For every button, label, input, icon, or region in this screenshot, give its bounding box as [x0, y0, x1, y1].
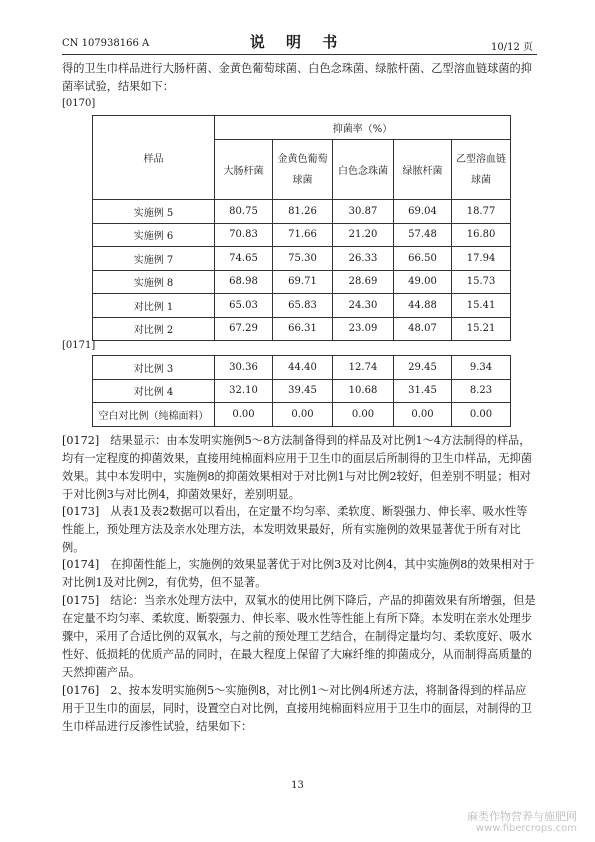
paragraph-number-0170: [0170] [62, 98, 96, 109]
table-cell: 80.75 [215, 200, 273, 224]
table-cell: 32.10 [215, 379, 273, 403]
table-cell: 70.83 [215, 223, 273, 247]
watermark-url: www.fibercrops.com [475, 823, 577, 834]
paragraph-0175: [0175] 结论：当亲水处理方法中，双氧水的使用比例下降后，产品的抑菌效果有所增强，但是在定量不均匀率、柔软度、断裂强力、伸长率、吸水性等性能上有所下降。本发明在亲水处理步骤中，采用了合适比例的双氧水，与之前的预处理工艺结合，在制得定量均匀、柔软度好、吸水性好、低损耗的优质产品的同时，在最大程度上保留了大麻纤维的抑菌成分，从而制得高质量的天然抑菌产品。 [62, 594, 536, 679]
table-cell: 71.66 [273, 223, 333, 247]
table-row [93, 294, 511, 318]
column-header: 乙型溶血链球菌 [452, 140, 511, 200]
table-cell: 17.94 [452, 247, 511, 271]
table-cell: 69.71 [273, 270, 333, 294]
table-cell: 69.04 [394, 200, 452, 224]
column-header: 金黄色葡萄球菌 [273, 140, 333, 200]
table-cell: 0.00 [333, 403, 394, 427]
sample-header: 样品 [93, 116, 215, 200]
table-cell: 67.29 [215, 317, 273, 341]
table-cell: 74.65 [215, 247, 273, 271]
paragraph-0172: [0172] 结果显示：由本发明实施例5～8方法制备得到的样品及对比例1～4方法制得的样品，均有一定程度的抑菌效果，直接用纯棉面料应用于卫生巾的面层后所制得的卫生巾样品，无抑菌效果。其中本发明中，实施例8的抑菌效果相对于对比例1与对比例2较好，但差别不明显；相对于对比例3与对比例4，抑菌效果好，差别明显。 [62, 434, 532, 501]
table-cell: 81.26 [273, 200, 333, 224]
table-row [93, 247, 511, 271]
header-divider [62, 54, 537, 55]
table-cell: 15.41 [452, 294, 511, 318]
table-cell: 26.33 [333, 247, 394, 271]
table-row [93, 270, 511, 294]
column-header: 大肠杆菌 [215, 140, 273, 200]
table-cell: 49.00 [394, 270, 452, 294]
table-cell: 21.20 [333, 223, 394, 247]
document-number: CN 107938166 A [62, 38, 150, 49]
table-cell: 16.80 [452, 223, 511, 247]
table-cell: 44.40 [273, 356, 333, 380]
table-row [93, 317, 511, 341]
row-label: 实施例 6 [93, 223, 215, 247]
table-cell: 65.03 [215, 294, 273, 318]
paragraph-number-0171: [0171] [62, 340, 96, 351]
table-row [93, 223, 511, 247]
rate-header: 抑菌率（%） [215, 116, 511, 140]
table-cell: 68.98 [215, 270, 273, 294]
table-cell: 8.23 [452, 379, 511, 403]
row-label: 对比例 3 [93, 356, 215, 380]
table-cell: 65.83 [273, 294, 333, 318]
table-cell: 24.30 [333, 294, 394, 318]
table-cell: 30.36 [215, 356, 273, 380]
table-cell: 10.68 [333, 379, 394, 403]
paragraph-0174: [0174] 在抑菌性能上，实施例的效果显著优于对比例3及对比例4，其中实施例8的效果相对于对比例1及对比例2，有优势，但不显著。 [62, 558, 535, 589]
column-header: 白色念珠菌 [333, 140, 394, 200]
table-cell: 18.77 [452, 200, 511, 224]
page-indicator: 10/12 页 [491, 42, 533, 53]
column-header: 绿脓杆菌 [394, 140, 452, 200]
table-cell: 9.34 [452, 356, 511, 380]
table-cell: 28.69 [333, 270, 394, 294]
table-cell: 66.50 [394, 247, 452, 271]
row-label: 实施例 5 [93, 200, 215, 224]
paragraph-0173: [0173] 从表1及表2数据可以看出，在定量不均匀率、柔软度、断裂强力、伸长率、吸水性等性能上，预处理方法及亲水处理方法，本发明效果最好，所有实施例的效果显著优于所有对比例。 [62, 505, 528, 554]
row-label: 实施例 7 [93, 247, 215, 271]
table-cell: 48.07 [394, 317, 452, 341]
table-cell: 57.48 [394, 223, 452, 247]
watermark-title: 麻类作物营养与施肥网 [467, 810, 577, 823]
row-label: 对比例 1 [93, 294, 215, 318]
intro-paragraph: 得的卫生巾样品进行大肠杆菌、金黄色葡萄球菌、白色念珠菌、绿脓杆菌、乙型溶血链球菌的抑菌率试验，结果如下： [62, 62, 532, 93]
table-cell: 66.31 [273, 317, 333, 341]
paragraph-0176: [0176] 2、按本发明实施例5～实施例8，对比例1～对比例4所述方法，将制备得到的样品应用于卫生巾的面层，同时，设置空白对比例，直接用纯棉面料应用于卫生巾的面层，对制得的卫生巾样品进行反渗性试验，结果如下： [62, 684, 532, 733]
table-cell: 15.73 [452, 270, 511, 294]
table-cell: 39.45 [273, 379, 333, 403]
row-label: 空白对比例（纯棉面料） [93, 403, 215, 427]
table-cell: 44.88 [394, 294, 452, 318]
row-label: 对比例 4 [93, 379, 215, 403]
document-title: 说 明 书 [249, 33, 346, 51]
table-cell: 29.45 [394, 356, 452, 380]
table-row [93, 200, 511, 224]
row-label: 对比例 2 [93, 317, 215, 341]
table-cell: 0.00 [394, 403, 452, 427]
table-cell: 0.00 [273, 403, 333, 427]
table-row [93, 379, 511, 403]
table-cell: 23.09 [333, 317, 394, 341]
table-row [93, 403, 511, 427]
table-row [93, 356, 511, 380]
page-number: 13 [291, 780, 304, 791]
table-cell: 15.21 [452, 317, 511, 341]
table-cell: 12.74 [333, 356, 394, 380]
table-cell: 30.87 [333, 200, 394, 224]
comparison-rate-table [92, 355, 511, 427]
table-cell: 75.30 [273, 247, 333, 271]
table-cell: 0.00 [452, 403, 511, 427]
table-cell: 31.45 [394, 379, 452, 403]
row-label: 实施例 8 [93, 270, 215, 294]
antibacterial-rate-table [92, 115, 511, 341]
table-cell: 0.00 [215, 403, 273, 427]
